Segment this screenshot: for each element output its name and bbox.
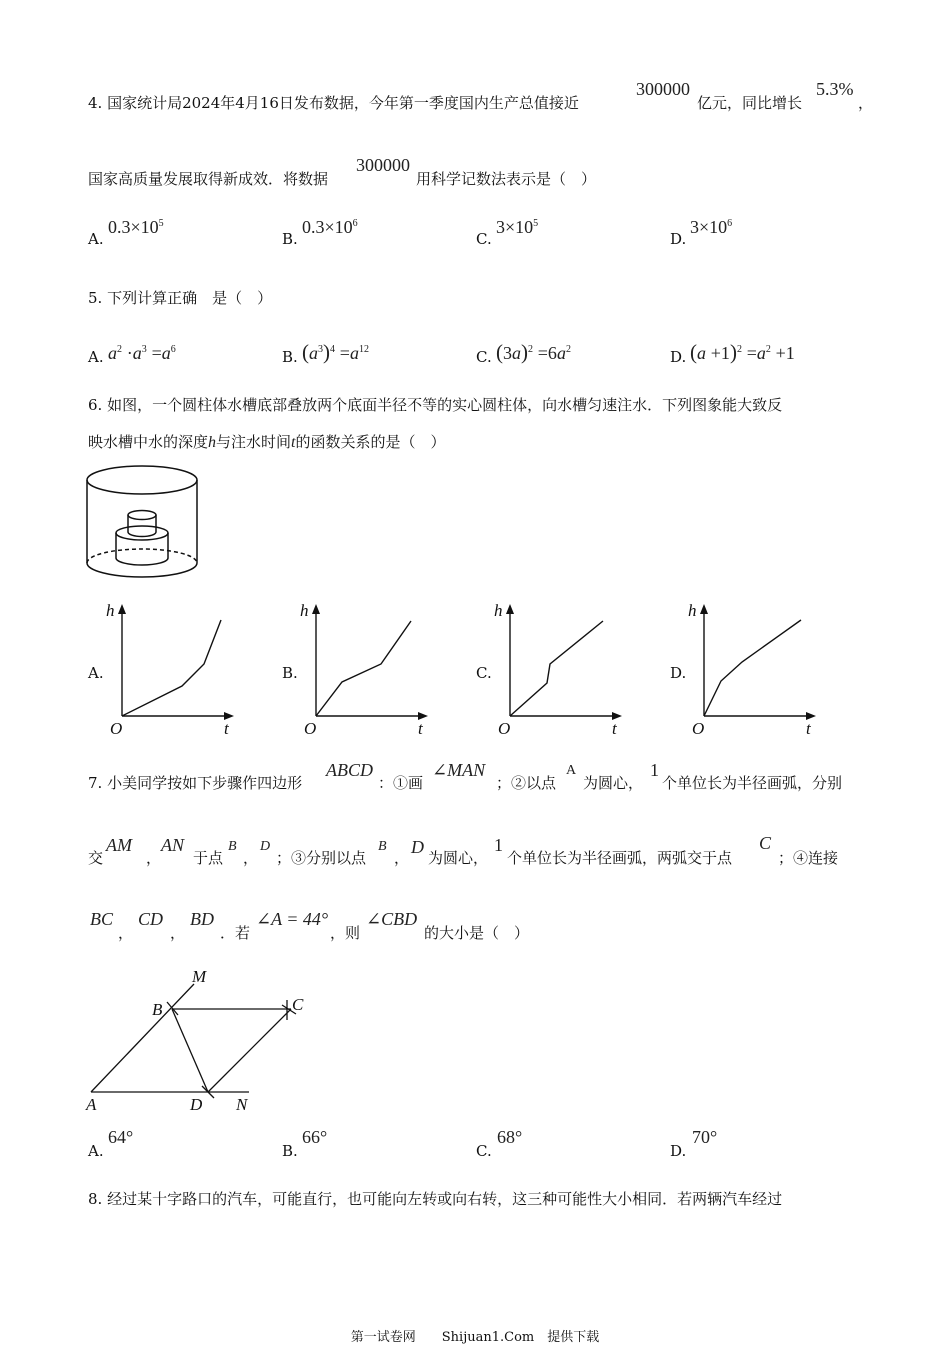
q4-opt-b-expr: $0.3\times 10^6$ (302, 217, 358, 237)
q7-line3-c: 的大小是（ ） (424, 924, 530, 942)
q4-opt-b-label[interactable]: B. (282, 230, 298, 248)
axis-t-label: t (806, 719, 811, 738)
q7-opt-b-label[interactable]: B. (282, 1142, 298, 1160)
q6-curve-b (316, 621, 411, 716)
q7-angle-a: ∠A = 44° (256, 909, 329, 929)
q4-line1-c: ， (858, 94, 874, 112)
q7-line1-b: ：①画 (378, 774, 424, 792)
q7-opt-d-label[interactable]: D. (670, 1142, 687, 1160)
q7-one-1: 1 (650, 760, 659, 780)
q5-opt-c-label[interactable]: C. (476, 348, 492, 366)
q6-opt-b-label[interactable]: B. (282, 664, 298, 682)
q6-graph-b (298, 600, 428, 740)
q7-line2-f: 为圆心， (428, 849, 489, 867)
q4-number-2: 300000 (356, 155, 410, 175)
q7-opt-a-label[interactable]: A. (88, 1142, 104, 1160)
origin-label: O (110, 719, 123, 738)
origin-label: O (304, 719, 317, 738)
q7-opt-b-value: 66° (302, 1127, 328, 1147)
q6-line1: 6. 如图，一个圆柱体水槽底部叠放两个底面半径不等的实心圆柱体，向水槽匀速注水．下列图象能大致反 (88, 396, 783, 414)
axis-h-label: h (300, 601, 309, 620)
q4-line1-b: 亿元，同比增长 (697, 94, 803, 112)
q4-line2: 国家高质量发展取得新成效．将数据 (88, 170, 329, 188)
q6-graph-a (104, 600, 234, 740)
q6-opt-a-label[interactable]: A. (88, 664, 104, 682)
q6-graph-d (686, 600, 816, 740)
q7-line1-d: 为圆心， (583, 774, 644, 792)
q7-angle-man: ∠MAN (432, 760, 486, 780)
q7-one-2: 1 (494, 835, 503, 855)
q5-opt-a-expr: $a^2 \cdot a^3 =a^6$ (108, 343, 176, 363)
q4-number: 300000 (636, 79, 690, 99)
fig-label-c: C (292, 995, 304, 1014)
q7-bc: BC (90, 909, 114, 929)
q7-opt-c-label[interactable]: C. (476, 1142, 492, 1160)
origin-label: O (692, 719, 705, 738)
q6-curve-d (704, 620, 801, 716)
q7-comma-3: ， (170, 924, 186, 942)
fig-label-a: A (86, 1095, 97, 1114)
q7-line2-g: 个单位长为半径画弧，两弧交于点 (507, 849, 733, 867)
q4-opt-c-label[interactable]: C. (476, 230, 492, 248)
q6-opt-c-label[interactable]: C. (476, 664, 492, 682)
q4-opt-c-expr: $3\times 10^5$ (496, 217, 539, 237)
q7-line3-b: ，则 (330, 924, 361, 942)
q7-point-b2: B (378, 839, 387, 854)
q4-percent: 5.3% (816, 79, 854, 99)
q4-opt-a-expr: $0.3\times 10^5$ (108, 217, 164, 237)
fig-label-m: M (192, 967, 207, 986)
q5-opt-c-expr: $(3a)^2 =6a^2$ (496, 340, 571, 364)
q7-line2-c: ， (243, 849, 259, 867)
q5-stem: 5. 下列计算正确 是（ ） (88, 289, 273, 307)
q7-line3-a: ．若 (220, 924, 251, 942)
origin-label: O (498, 719, 511, 738)
q7-am: AM (106, 835, 132, 855)
fig-label-d: D (190, 1095, 203, 1114)
water-tank-figure (84, 460, 204, 584)
q7-comma-2: ， (118, 924, 134, 942)
q7-line1-a: 7. 小美同学按如下步骤作四边形 (88, 774, 303, 792)
fig-label-n: N (236, 1095, 248, 1114)
axis-h-label: h (688, 601, 697, 620)
q7-point-c: C (759, 833, 772, 853)
q5-opt-d-label[interactable]: D. (670, 348, 687, 366)
q7-point-a: A (566, 763, 577, 778)
q7-angle-cbd: ∠CBD (366, 909, 418, 929)
page-footer: 第一试卷网 Shijuan1.Com 提供下载 (350, 1330, 600, 1345)
q4-opt-d-expr: $3\times 10^6$ (690, 217, 733, 237)
q4-opt-a-label[interactable]: A. (88, 230, 104, 248)
q7-comma: ， (146, 849, 162, 867)
q5-opt-a-label[interactable]: A. (88, 348, 104, 366)
axis-t-label: t (418, 719, 423, 738)
axis-t-label: t (224, 719, 229, 738)
q7-point-d2: D (411, 837, 424, 857)
q4-line1: 4. 国家统计局2024年4月16日发布数据，今年第一季度国内生产总值接近 (88, 94, 579, 112)
q7-line2-e: ， (394, 849, 410, 867)
q7-opt-c-value: 68° (497, 1127, 523, 1147)
q7-abcd: ABCD (326, 760, 373, 780)
q7-line2-a: 交 (88, 849, 104, 867)
axis-h-label: h (106, 601, 115, 620)
q5-opt-b-label[interactable]: B. (282, 348, 298, 366)
q5-opt-d-expr: $(a +1)^2 =a^2 +1$ (690, 340, 795, 364)
q7-bd: BD (190, 909, 214, 929)
q7-line2-d: ；③分别以点 (276, 849, 367, 867)
q7-opt-a-value: 64° (108, 1127, 134, 1147)
q4-line2-b: 用科学记数法表示是（ ） (416, 170, 597, 188)
q7-line1-e: 个单位长为半径画弧，分别 (662, 774, 843, 792)
q6-curve-a (122, 620, 221, 716)
fig-label-b: B (152, 1000, 163, 1019)
q7-point-d: D (260, 839, 271, 854)
q6-graph-c (492, 600, 622, 740)
q7-opt-d-value: 70° (692, 1127, 718, 1147)
axis-h-label: h (494, 601, 503, 620)
q7-point-b: B (228, 839, 237, 854)
q7-line2-b: 于点 (193, 849, 224, 867)
q4-opt-d-label[interactable]: D. (670, 230, 687, 248)
q7-line2-h: ；④连接 (778, 849, 839, 867)
q8-line1: 8. 经过某十字路口的汽车，可能直行，也可能向左转或向右转，这三种可能性大小相同．若两辆汽车经过 (88, 1190, 783, 1208)
q7-line1-c: ；②以点 (496, 774, 557, 792)
q7-an: AN (161, 835, 185, 855)
q7-cd: CD (138, 909, 164, 929)
q6-curve-c (510, 621, 603, 716)
q5-opt-b-expr: $(a^3)^4 =a^{12}$ (302, 340, 369, 364)
axis-t-label: t (612, 719, 617, 738)
q6-opt-d-label[interactable]: D. (670, 664, 687, 682)
rhombus-figure (84, 962, 314, 1122)
q6-line2: 映水槽中水的深度h与注水时间t的函数关系的是（ ） (88, 433, 446, 451)
